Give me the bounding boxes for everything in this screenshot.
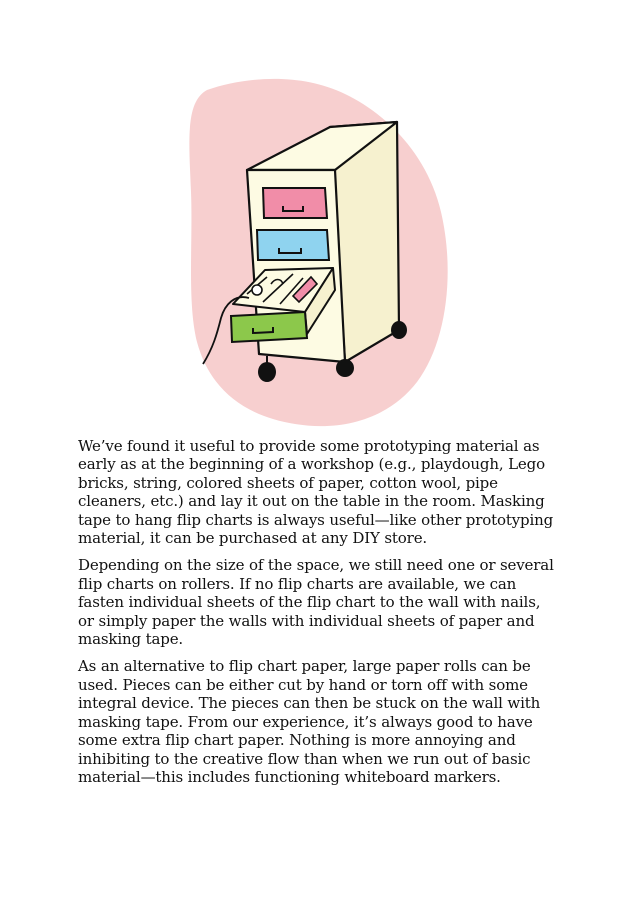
filing-cabinet-illustration xyxy=(185,72,455,432)
paragraph-3: As an alternative to flip chart paper, large paper rolls can be used. Pieces can be either cut by hand or torn off with some integral device. The pieces can then be stuck on the wall with masking tape. From our experience, it’s always good to have some extra flip chart paper. Nothing is more annoying and inhibiting to the creative flow than when we run out of basic material—this includes functioning whiteboard markers. xyxy=(78,657,541,786)
drawer-middle xyxy=(257,230,329,260)
wheel-back xyxy=(391,321,407,339)
drawer-top xyxy=(263,188,327,218)
paragraph-2: Depending on the size of the space, we still need one or several flip charts on rollers. If no flip charts are available, we can fasten individual sheets of the flip chart to the wall with nails, or simply paper the walls with individual sheets of paper and masking tape. xyxy=(78,556,554,649)
drawer-bottom xyxy=(231,312,307,342)
wheel-front-left xyxy=(258,362,276,382)
paragraph-1: We’ve found it useful to provide some prototyping material as early as at the beginning of a workshop (e.g., playdough, Lego bricks, string, colored sheets of paper, cotton wool, pipe cleaners, etc.) and lay it out on the table in the room. Masking tape to hang flip charts is always useful—like other prototyping material, it can be purchased at any DIY store. xyxy=(78,437,554,548)
body-text xyxy=(78,437,556,795)
